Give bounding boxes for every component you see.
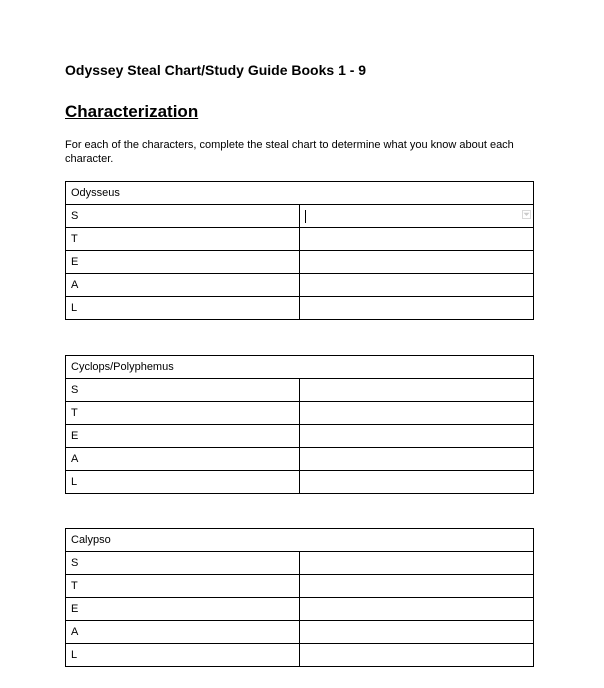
- table-row: [66, 228, 534, 251]
- table-row: [66, 251, 534, 274]
- steal-letter[interactable]: T: [66, 228, 300, 251]
- table-row: [66, 552, 534, 575]
- text-cursor: [305, 210, 306, 223]
- steal-letter[interactable]: E: [66, 425, 300, 448]
- table-row: [66, 471, 534, 494]
- table-row: [66, 598, 534, 621]
- character-name[interactable]: Cyclops/Polyphemus: [66, 356, 534, 379]
- table-header-row: [66, 529, 534, 552]
- answer-cell[interactable]: [300, 379, 534, 402]
- document-title: Odyssey Steal Chart/Study Guide Books 1 - 9: [65, 62, 367, 78]
- steal-letter[interactable]: L: [66, 644, 300, 667]
- table-row: [66, 425, 534, 448]
- steal-letter[interactable]: A: [66, 274, 300, 297]
- steal-letter[interactable]: A: [66, 621, 300, 644]
- steal-letter[interactable]: T: [66, 402, 300, 425]
- answer-cell[interactable]: [300, 471, 534, 494]
- steal-letter[interactable]: S: [66, 205, 300, 228]
- answer-cell[interactable]: [300, 552, 534, 575]
- chevron-down-icon[interactable]: [522, 210, 531, 219]
- steal-letter[interactable]: S: [66, 379, 300, 402]
- steal-letter[interactable]: S: [66, 552, 300, 575]
- steal-letter[interactable]: E: [66, 251, 300, 274]
- answer-cell[interactable]: [300, 297, 534, 320]
- answer-cell[interactable]: [300, 621, 534, 644]
- answer-cell[interactable]: [300, 228, 534, 251]
- steal-letter[interactable]: T: [66, 575, 300, 598]
- steal-letter[interactable]: A: [66, 448, 300, 471]
- steal-chart-cyclops: [65, 355, 534, 494]
- table-row: [66, 297, 534, 320]
- character-name[interactable]: Calypso: [66, 529, 534, 552]
- answer-cell[interactable]: [300, 425, 534, 448]
- section-heading: Characterization: [65, 102, 199, 121]
- answer-cell[interactable]: [300, 575, 534, 598]
- table-row: [66, 205, 534, 228]
- table-row: [66, 575, 534, 598]
- steal-chart-odysseus: [65, 181, 534, 320]
- answer-cell[interactable]: [300, 274, 534, 297]
- answer-cell-active[interactable]: [300, 205, 534, 228]
- table-header-row: [66, 356, 534, 379]
- table-row: [66, 402, 534, 425]
- steal-chart-calypso: [65, 528, 534, 667]
- steal-letter[interactable]: L: [66, 297, 300, 320]
- answer-cell[interactable]: [300, 251, 534, 274]
- steal-letter[interactable]: L: [66, 471, 300, 494]
- table-header-row: [66, 182, 534, 205]
- table-row: [66, 379, 534, 402]
- answer-cell[interactable]: [300, 644, 534, 667]
- table-row: [66, 274, 534, 297]
- table-row: [66, 644, 534, 667]
- answer-cell[interactable]: [300, 402, 534, 425]
- answer-cell[interactable]: [300, 448, 534, 471]
- instructions-paragraph: For each of the characters, complete the steal chart to determine what you know about each character.: [65, 139, 514, 165]
- table-row: [66, 448, 534, 471]
- table-row: [66, 621, 534, 644]
- answer-cell[interactable]: [300, 598, 534, 621]
- steal-letter[interactable]: E: [66, 598, 300, 621]
- character-name[interactable]: Odysseus: [66, 182, 534, 205]
